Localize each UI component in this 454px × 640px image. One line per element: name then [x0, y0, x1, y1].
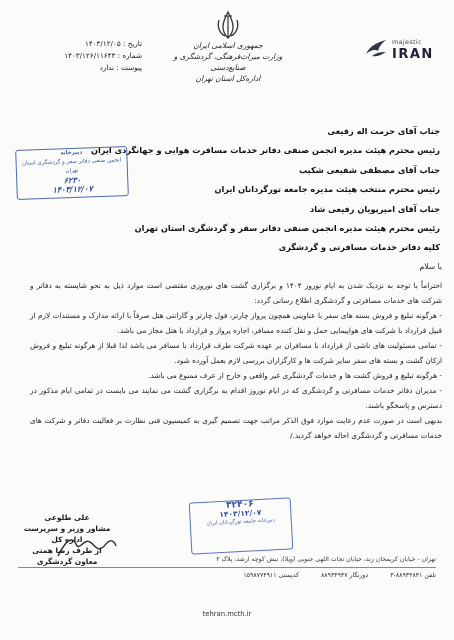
body-paragraph: - هرگونه تبلیغ و فروش بسته های سفر با عناوینی همچون پرواز چارتر، فول چارتر و گارانتی هتل صرفاً با ارائه مدارک و مستندات لازم از قبیل قرارداد با شرکت های هواپیمایی حمل و نقل کننده مسافر، اجاره پرواز و قرارداد با هتل مجاز می باشد.	[30, 311, 442, 335]
body-paragraph: - مدیران دفاتر خدمات مسافرتی و گردشگری که در ایام نوروز اقدام به برگزاری گشت می نمایند می بایست در تمامی ایام مذکور در دسترس و پاسخگو باشند.	[30, 386, 442, 410]
iran-emblem-icon	[214, 10, 242, 40]
letter-attachment: پیوست : ندارد	[99, 63, 142, 72]
receipt-stamp-label: دبیرخانه جامعه تورگردانان ایران	[206, 517, 276, 527]
incoming-stamp	[15, 146, 129, 200]
letter-body	[30, 278, 442, 443]
signatory-title: مشاور وزیر و سرپرست اداره کل	[23, 524, 111, 544]
recipient-line: جناب آقای امیرپویان رفیعی شاد	[310, 203, 440, 214]
footer-website[interactable]: tehran.mcth.ir	[202, 610, 252, 618]
body-paragraph: احتراماً با توجه به نزدیک شدن به ایام نوروز ۱۴۰۴ و برگزاری گشت های نوروزی مقتضی است موارد ذیل به نحو شایسته به دفاتر و شرکت های خدمات مسافرتی و گردشگری اطلاع رسانی گردد:	[30, 281, 442, 305]
receipt-stamp-number: ۳۲۴۰۶	[225, 499, 254, 511]
ministry-header	[160, 40, 296, 84]
stamp-number: ۶۲۳۰	[63, 175, 82, 186]
bird-logo-icon	[364, 36, 390, 62]
salutation: با سلام	[419, 262, 442, 271]
ministry-line: وزارت میراث‌فرهنگی، گردشگری و صنایع‌دستی	[173, 52, 283, 72]
recipient-line: رئیس محترم منتخب هیئت مدیره جامعه تورگردانان ایران	[214, 184, 440, 195]
signatory-on-behalf: از طرف رضا همتی	[32, 546, 102, 555]
body-paragraph: بدیهی است در صورت عدم رعایت موارد فوق الذکر مراتب جهت تصمیم گیری به کمیسیون فنی نظارت بر فعالیت دفاتر و شرکت های خدمات مسافرتی و گردشگری احاله خواهد گردید./	[30, 416, 442, 440]
letter-date: تاریخ : ۱۴۰۳/۱۲/۰۵	[84, 39, 142, 48]
footer-contacts	[18, 572, 436, 579]
recipient-line: جناب آقای حرمت اله رفیعی	[327, 126, 440, 136]
recipient-line: رئیس محترم هیئت مدیره انجمن صنفی دفاتر خدمات مسافرت هوایی و جهانگردی ایران	[90, 145, 440, 156]
logo-brand-text: majestic	[392, 38, 422, 46]
stamp-org: انجمن صنفی دفاتر سفر و گردشگری استان تهران	[21, 157, 122, 175]
footer-divider	[18, 567, 436, 568]
signatory-deputy: معاون گردشگری	[36, 557, 98, 566]
receipt-stamp	[189, 497, 294, 554]
ministry-line: جمهوری اسلامی ایران	[193, 41, 263, 50]
signatory-name: علی طلوعی	[44, 513, 90, 522]
recipient-line: رئیس محترم هیئت مدیره انجمن صنفی دفاتر سفر و گردشگری استان تهران	[134, 223, 440, 234]
receipt-stamp-date: ۱۴۰۳/۱۲/۰۷	[219, 507, 262, 519]
footer-phone: تلفن ۸۸۹۳۴۸۴۱-۳	[390, 572, 436, 579]
body-paragraph: - هرگونه تبلیغ و فروش گشت ها و خدمات گردشگری غیر واقعی و خارج از عرف ممنوع می باشد.	[148, 371, 442, 380]
ministry-line: اداره‌کل استان تهران	[195, 74, 261, 83]
recipient-line: جناب آقای مصطفی شفیعی شکیب	[299, 164, 440, 175]
stamp-date: ۱۴۰۳/۱۲/۰۷	[52, 184, 93, 195]
majestic-iran-logo	[364, 32, 442, 72]
letter-metadata	[10, 38, 142, 74]
letter-number: شماره : ۱۴۰۳/۱۲۶/۱۱۶۴۳	[64, 51, 142, 60]
footer-address: تهران - خیابان کریمخان زند، خیابان نجات اللهی جنوبی (ویلا)، نبش کوچه ارشد، پلاک ۲	[216, 556, 436, 563]
footer-postal-code: کدپستی ۱۵۹۸۷۷۴۹۱۱	[243, 572, 300, 579]
logo-country-text: IRAN	[392, 47, 434, 62]
footer-fax: دورنگار ۸۸۹۳۴۹۳۷	[320, 572, 369, 579]
stamp-title: دبیرخانه	[60, 149, 83, 157]
recipient-line: کلیه دفاتر خدمات مسافرتی و گردشگری	[278, 242, 440, 253]
body-paragraph: - تمامی مسئولیت های ناشی از قرارداد با مسافران بر عهده شرکت طرف قرارداد با مسافر می باشد لذا قبلا از هرگونه تبلیغ و فروش ارکان گشت و بسته های سفر سایر شرکت ها و کارگزاران بررسی لازم بعمل آورده شود.	[30, 341, 442, 365]
